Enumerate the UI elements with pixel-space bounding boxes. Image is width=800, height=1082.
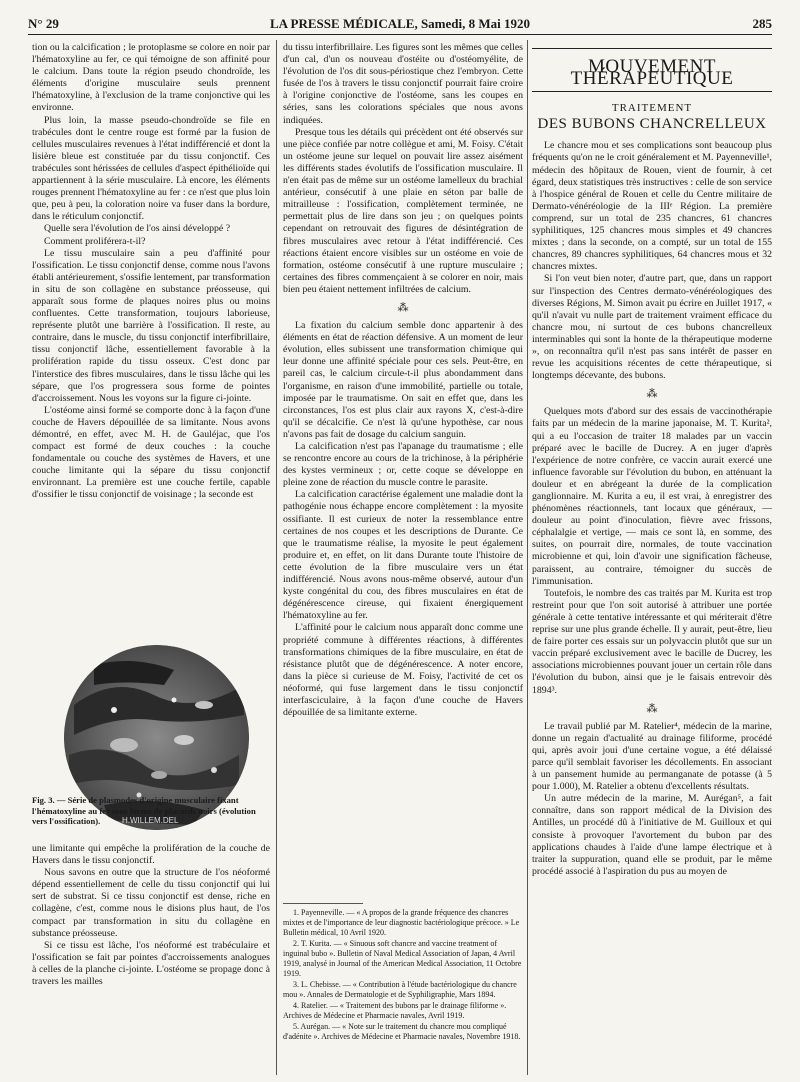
figure-caption: Fig. 3. — Série de plasmodes d'origine musculaire fixant l'hématoxyline au fer sous forme de placards noirs (évolution vers l'ossification).: [32, 795, 256, 826]
section-title: MOUVEMENT THÉRAPEUTIQUE: [570, 56, 734, 90]
footnote: 4. Ratelier. — « Traitement des bubons par le drainage filiforme ». Archives de Médecine et Pharmacie navales, Avril 1919.: [283, 1001, 507, 1020]
page-number: 285: [752, 16, 772, 31]
paragraph: Le travail publié par M. Ratelier⁴, médecin de la marine, donne un regain d'actualité au drainage filiforme, procédé qui, après avoir joui d'une certaine vogue, a été délaissé parce qu'il semblait favoriser les décollements. En associant à un pansement humide au permanganate de potasse (à 5 pour 1.000), M. Ratelier a obtenu d'excellents résultats.: [532, 720, 772, 793]
footnote: 1. Payenneville. — « A propos de la grande fréquence des chancres mixtes et de l'importance de leur diagnostic bactériologique précoce. » Le Bulletin médical, 10 Avril 1920.: [283, 908, 520, 937]
title-rule: [532, 48, 772, 49]
paragraph: Le tissu musculaire sain a peu d'affinité pour l'ossification. Le tissu conjonctif dense, comme nous l'avons établi antérieurement, s'ossifie lentement, par transformation in situ de son collagène en substance préosseuse, qui apparaît sous forme de plaques noires plus ou moins confluentes. Cette transformation, toujours laborieuse, représente plutôt une barrière à l'ossification. Il reste, au contraire, dans le muscle, du tissu conjonctif interfibrillaire, tissu conjonctif lâche, essentiellement favorable à la prolifération rapide du tissu osseux. C'est donc par l'interstice des fibres musculaires, dans le tissu lâche qui les sépare, que l'os progressera sous forme de pointes d'accroissement. Nous les voyons sur la figure ci-jointe.: [32, 247, 270, 404]
paragraph: une limitante qui empêche la prolifération de la couche de Havers dans le tissu conjonctif.: [32, 843, 270, 867]
paragraph: Plus loin, la masse pseudo-chondroïde se file en trabécules dont le centre rouge est formé par la fusion de cellules musculaires revenues à l'état indifférencié et dont la lisière bleue est constituée par du tissu conjonctif. Ces trabécules sont hérissées de cellules d'aspect épithélioïde qui appartiennent à la série musculaire. Là encore, les éléments rouges prennent l'hématoxyline au fer : ce n'est que plus loin que, peu à peu, la coloration noire va fuser dans la bordure, dans le réticulum conjonctif.: [32, 114, 270, 223]
column-1: [32, 42, 270, 502]
figure-signature: H.WILLEM.DEL: [122, 816, 179, 825]
footnote: 3. L. Chebisse. — « Contribution à l'étude bactériologique du chancre mou ». Annales de Dermatologie et de Syphiligraphie, Mars 1894.: [283, 980, 517, 999]
paragraph: Presque tous les détails qui précèdent ont été observés sur une pièce confiée par notre collègue et ami, M. Foisy. C'était un ostéome jeune sur lequel on pouvait lire assez aisément les différents stades évolutifs de l'ossification musculaire. Il n'en était pas de même sur un ostéome lamelleux du brachial antérieur, consécutif à une plaie en séton par balle de mitrailleuse : l'ossification, complètement terminée, ne permettait plus de lire dans son jeu ; on quelques points cependant on retrouvait des figures de désintégration de fibres musculaires avec retour à l'état indifférencié. Ces réactions étaient encore visibles sur un ostéome en voie de formation, ostéome consécutif à une rupture musculaire ; certaines des fibres commençaient à se colorer en noir, mais bien peu étaient nettement infiltrées de calcium.: [283, 126, 523, 295]
section-separator: ⁂: [397, 301, 409, 314]
paragraph: Si l'on veut bien noter, d'autre part, que, dans un rapport sur l'inspection des Centres dermato-vénéréologiques des diverses Régions, M. Simon avait pu écrire en Juillet 1917, « qu'il n'avait vu nulle part de traitement vraiment efficace du chancre mou, ni surtout de ces bubons chancrelleux interminables qui sont la honte de la thérapeutique moderne », on reconnaîtra qu'il n'est pas sans intérêt de passer en revue les acquisitions récentes de cette thérapeutique, si longtemps décevante, des bubons.: [532, 273, 772, 382]
paragraph: Nous savons en outre que la structure de l'os néoformé dépend essentiellement de celle du tissu conjonctif qui lui sert de substrat. Si ce tissu conjonctif est dense, riche en collagène, c'est, comme nous le disions plus haut, de l'os compact par transformation in situ du collagène en substance préosseuse.: [32, 867, 270, 939]
column-2: [283, 42, 523, 719]
column-divider: [527, 40, 528, 1075]
footnote: 5. Aurégan. — « Note sur le traitement du chancre mou compliqué d'adénite ». Archives de Médecine et Pharmacie navales, Novembre 1918.: [283, 1022, 521, 1041]
paragraph: Le chancre mou et ses complications sont beaucoup plus fréquents qu'on ne le croit généralement et M. Payenneville¹, médecin des hôpitaux de Rouen, vient de fournir, à cet égard, deux statistiques très instructives : celle de son service à l'hospice général de Rouen et celle du Centre militaire de Dermato-vénéréologie de la IIIᵉ Région. La première comprend, sur un total de 235 chancres, 61 chancres syphilitiques, 125 chancres mous simples et 49 chancres mixtes ; dans la seconde, on a compté, sur un total de 155 chancres, 89 chancres syphilitiques, 64 chancres mous et 32 chancres mixtes.: [532, 140, 772, 273]
section-separator: ⁂: [646, 388, 658, 401]
section-separator: ⁂: [646, 702, 658, 715]
paragraph: L'ostéome ainsi formé se comporte donc à la façon d'une couche de Havers dépouillée de sa limitante. Nous avons démontré, en effet, avec M. H. de Gauléjac, que l'os compact est formé de deux couches : la couche fondamentale ou couche des systèmes de Havers, et une couche limitante qui la sépare du tissu conjonctif environnant. La première est une couche fertile, capable d'ossifier le tissu conjonctif de voisinage ; la seconde est: [32, 404, 270, 501]
footnote-rule: [283, 903, 363, 904]
footnotes: [283, 895, 523, 1043]
paragraph: tion ou la calcification ; le protoplasme se colore en noir par l'hématoxyline au fer, ce qui témoigne de son affinité pour le calcium. Dans toute la région pseudo chondroïde, les éléments d'origine musculaire seuls prennent l'hématoxyline, à l'exclusion de la trame conjonctive qui les environne.: [32, 42, 270, 114]
title-rule: [532, 91, 772, 92]
page-label: N° 29: [28, 16, 59, 31]
paragraph: L'affinité pour le calcium nous apparaît donc comme une propriété commune à différentes réactions, à différentes transformations chimiques de la fibre musculaire, en état de résistance plutôt que de dégénérescence. A noter encore, dans la pièce si curieuse de M. Foisy, l'activité de cet os néoformé, qui fuse largement dans le tissu conjonctif interfasciculaire, à la façon d'une couche de Havers dépouillée de sa limitante externe.: [283, 622, 523, 719]
article-subtitle: TRAITEMENT: [611, 102, 693, 115]
paragraph: Quelle sera l'évolution de l'os ainsi développé ?: [44, 223, 231, 235]
paragraph: Quelques mots d'abord sur des essais de vaccinothérapie faits par un médecin de la marine japonaise, M. T. Kurita², qui a eu l'occasion de traiter 18 malades par un vaccin préparé avec le bacille de Ducrey. A en juger d'après l'expérience de notre confrère, ce vaccin aurait exercé une influence favorable sur l'évolution du bubon, en atténuant la douleur et en abrégeant la durée de la complication ganglionnaire. M. Kurita a eu, il est vrai, à enregistrer des phénomènes réactionnels, tant locaux que généraux, — douleur au point d'inoculation, fièvre avec frissons, céphalalgie et vertige, — mais ce sont là, en somme, des suites, on pourrait dire, normales, de toute vaccination microbienne et qui, loin d'avoir une signification fâcheuse, paraissent, au contraire, témoigner du succès de l'immunisation.: [532, 406, 772, 587]
column-1-continued: [32, 843, 270, 988]
column-divider: [276, 40, 277, 1075]
paragraph: Un autre médecin de la marine, M. Aurégan⁵, a fait connaître, dans son rapport médical de la Division des Antilles, un procédé dû à l'initiative de M. Guilloux et qui consiste à provoquer l'avortement du bubon par des applications chaudes à l'aide d'une lampe électrique et à traiter la suppuration, quand elle se produit, par le même procédé associé à l'aspiration du pus au moyen de: [532, 793, 772, 877]
footnote: 2. T. Kurita. — « Sinuous soft chancre and vaccine treatment of inguinal bubo ». Bulletin of Naval Medical Association of Japan, 4 Avril 1919, analysé in Journal of the American Medical Association, 11 Octobre 1919.: [283, 939, 522, 978]
paragraph: Toutefois, le nombre des cas traités par M. Kurita est trop restreint pour que l'on soit autorisé à attribuer une portée générale à cette tentative intéressante et qui mériterait d'être reprise sur une plus grande échelle. Il y aurait, peut-être, lieu de faire porter ces essais sur un polyvaccin plutôt que sur un vaccin préparé exclusivement avec le bacille de Ducrey, les associations microbiennes pouvant jouer un certain rôle dans l'évolution du bubon, ainsi que je le faisais entrevoir dès 1894³.: [532, 587, 772, 696]
paragraph: La calcification caractérise également une maladie dont la pathogénie nous échappe encore complètement : la myosite ossifiante. Il est curieux de noter la ressemblance entre certaines de nos coupes et les descriptions de Durante. Ce que le traumatisme réalise, la myosite le peut également produire et, en effet, on lit dans Durante toute l'histoire de cette évolution de la fibre musculaire vers un état indifférencié. Nous avons nous-même observé, autour d'un kyste congénital du cou, des fibres musculaires en état de dégénérescence cireuse, qui fixaient énergiquement l'hématoxyline au fer.: [283, 489, 523, 622]
article-title: DES BUBONS CHANCRELLEUX: [537, 116, 767, 133]
column-3: [532, 42, 772, 878]
journal-title: LA PRESSE MÉDICALE, Samedi, 8 Mai 1920: [269, 16, 531, 31]
paragraph: Si ce tissu est lâche, l'os néoformé est trabéculaire et l'ossification se fait par pointes d'accroissements analogues à celles de la planche ci-jointe. L'ostéome se propage donc à travers les mailles: [32, 939, 270, 988]
paragraph: La calcification n'est pas l'apanage du traumatisme ; elle se rencontre encore au cours de la trichinose, à la périphérie des kystes vermineux ; or, cette coque se développe en pleine zone de réaction du muscle contre le parasite.: [283, 441, 523, 489]
paragraph: Comment proliférera-t-il?: [44, 235, 146, 247]
paragraph: La fixation du calcium semble donc appartenir à des éléments en état de réaction défensive. A un moment de leur évolution, elles subissent une transformation chimique qui leur donne une affinité spéciale pour ces sels. Peut-être, en pareil cas, le calcium circule-t-il plus abondamment dans l'organisme, en raison d'une immobilité, partielle ou totale, imposée par le traumatisme. On sait en effet que, dans les circonstances, l'os est plus clair aux rayons X, c'est-à-dire qu'il se décalcifie. Ce n'est là qu'une hypothèse, car nous n'avons pas fait de dosage du calcium sanguin.: [283, 320, 523, 440]
paragraph: du tissu interfibrillaire. Les figures sont les mêmes que celles d'un cal, d'un os nouveau d'ostéite ou d'ostéomyélite, de l'évolution de l'os dit sous-périostique chez l'embryon. Cette fusée de l'os à travers le tissu conjonctif pourrait faire croire à l'origine conjonctive de l'ostéome, sans les coupes en séries, sans les colorations spéciales que nous avons indiquées.: [283, 42, 523, 126]
page-header: [28, 12, 772, 35]
